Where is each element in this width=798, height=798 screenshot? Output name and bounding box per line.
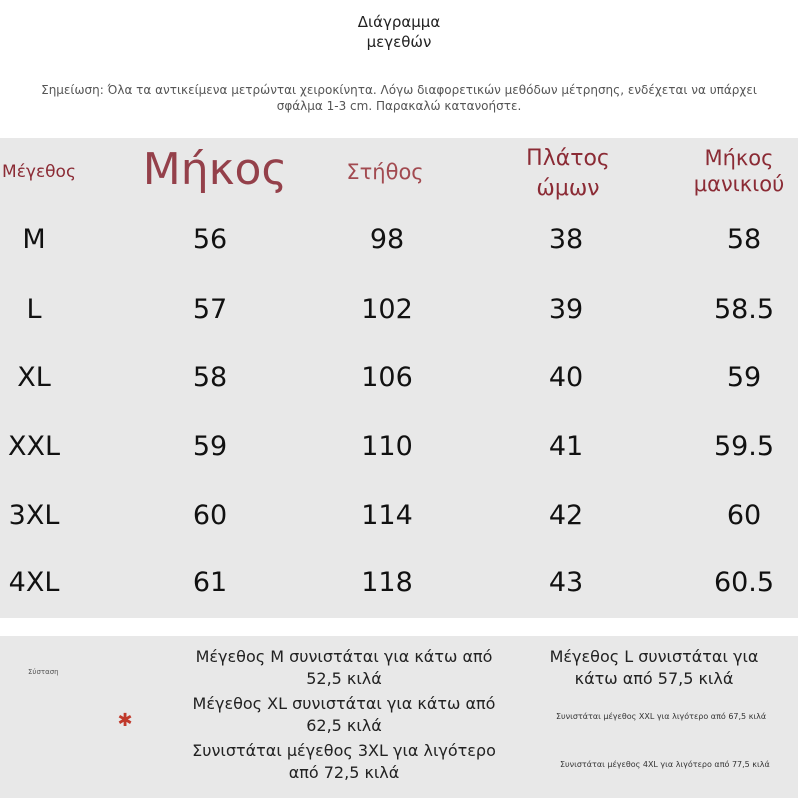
cell-chest: 102 xyxy=(361,294,413,325)
cell-sleeve: 58.5 xyxy=(713,294,775,325)
recommendation-4xl: Συνιστάται μέγεθος 4XL για λιγότερο από 77,5 κιλά xyxy=(560,760,770,769)
recommendation-xl: Μέγεθος XL συνιστάται για κάτω από 62,5 κιλά xyxy=(192,694,496,735)
cell-length: 57 xyxy=(192,294,228,325)
cell-size: 4XL xyxy=(8,567,60,598)
title-line-1: Διάγραμμα xyxy=(357,13,441,31)
header-chest: Στήθος xyxy=(346,160,424,184)
recommendation-l: Μέγεθος L συνιστάται για κάτω από 57,5 κιλά xyxy=(549,647,759,688)
cell-shoulder: 38 xyxy=(548,224,584,255)
cell-chest: 106 xyxy=(361,362,413,393)
cell-sleeve: 59.5 xyxy=(713,431,775,462)
table-row xyxy=(0,215,798,265)
header-sleeve-length: Μήκος μανικιού xyxy=(693,146,785,196)
table-row xyxy=(0,558,798,608)
cell-length: 60 xyxy=(192,500,228,531)
cell-size: XL xyxy=(17,362,51,393)
cell-size: 3XL xyxy=(8,500,60,531)
recommendation-xxl: Συνιστάται μέγεθος XXL για λιγότερο από 67,5 κιλά xyxy=(556,712,767,721)
cell-chest: 118 xyxy=(361,567,413,598)
cell-sleeve: 59 xyxy=(726,362,762,393)
measurement-note: Σημείωση: Όλα τα αντικείμενα μετρώνται χειροκίνητα. Λόγω διαφορετικών μεθόδων μέτρησης, ενδέχεται να υπάρχει σφάλμα 1-3 cm. Παρακαλώ κατανοήστε. xyxy=(41,83,757,113)
chart-title xyxy=(0,12,798,52)
cell-chest: 110 xyxy=(361,431,413,462)
header-size: Μέγεθος xyxy=(2,162,76,182)
table-row xyxy=(0,353,798,403)
cell-size: XXL xyxy=(7,431,61,462)
cell-sleeve: 60 xyxy=(726,500,762,531)
cell-shoulder: 43 xyxy=(548,567,584,598)
cell-length: 58 xyxy=(192,362,228,393)
title-line-2: μεγεθών xyxy=(366,33,432,51)
cell-length: 61 xyxy=(192,567,228,598)
header-length: Μήκος xyxy=(142,144,288,195)
cell-shoulder: 42 xyxy=(548,500,584,531)
cell-shoulder: 40 xyxy=(548,362,584,393)
cell-shoulder: 39 xyxy=(548,294,584,325)
cell-size: M xyxy=(22,224,46,255)
cell-length: 59 xyxy=(192,431,228,462)
cell-sleeve: 58 xyxy=(726,224,762,255)
cell-chest: 98 xyxy=(369,224,405,255)
composition-label: Σύσταση xyxy=(28,668,59,676)
cell-chest: 114 xyxy=(361,500,413,531)
size-table xyxy=(0,138,798,618)
table-row xyxy=(0,285,798,335)
header-shoulder-width: Πλάτος ώμων xyxy=(526,146,610,201)
recommendation-m: Μέγεθος M συνιστάται για κάτω από 52,5 κιλά xyxy=(195,647,493,688)
recommendation-3xl: Συνιστάται μέγεθος 3XL για λιγότερο από 72,5 κιλά xyxy=(192,741,496,782)
table-row xyxy=(0,422,798,472)
cell-shoulder: 41 xyxy=(548,431,584,462)
cell-size: L xyxy=(26,294,42,325)
table-row xyxy=(0,491,798,541)
weight-recommendations xyxy=(0,636,798,798)
cell-sleeve: 60.5 xyxy=(713,567,775,598)
cell-length: 56 xyxy=(192,224,228,255)
star-icon: ✱ xyxy=(117,710,133,731)
